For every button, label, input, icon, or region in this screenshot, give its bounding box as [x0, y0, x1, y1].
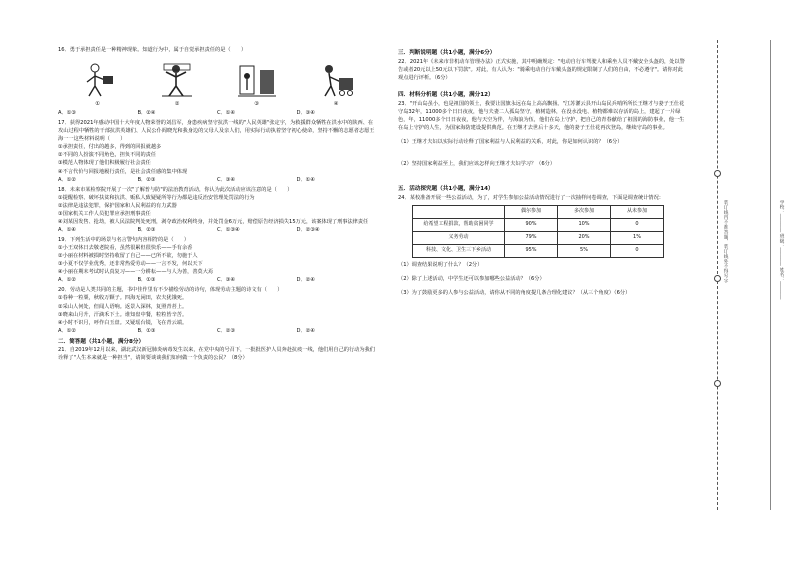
table-header-row [413, 205, 664, 218]
q18-item-4: ④刘某因发售、抢劫，被人民法院判处死刑，剥夺政治权利终身，并处罚金6万元，赔偿原告经济损失15万元，该案体现了刑事法律责任 [58, 218, 369, 225]
q20-options [58, 327, 376, 335]
q18-option-c[interactable]: C．①③④ [217, 226, 240, 233]
q20-item-4: ④小时不识月，呼作白玉盘。又疑瑶台镜，飞在青云端。 [58, 319, 188, 326]
q19-options [58, 276, 376, 284]
section-3-title: 三．判断说明题（共1小题，满分6分） [398, 50, 496, 56]
table-cell: 90% [505, 218, 558, 231]
q16-option-b[interactable]: B．②④ [137, 110, 156, 117]
section-2-title: 二．简答题（共1小题，满分8分） [58, 338, 145, 345]
table-header: 从未参加 [611, 205, 664, 218]
q19-option-b[interactable]: B．①③ [137, 277, 156, 284]
q17-item-2: ②不同的人扮演不同角色，担负不同的责任 [58, 152, 157, 159]
q17-stem: 17．获得2021年感动中国十大年度人物荣誉的刘昌军，身患疾病坚守抗洪一线的"人民英雄"张定宇，为救援群众牺牲在洪水中的陕西、在攻山过程中牺牲的干部抗洪英雄们、人民公仆阎晓光和我身边的父母人及亲人们，用实际行动执着坚守初心使命，坚持不懈的志愿者志愿王海一一这些材料说明（ ） [58, 120, 375, 143]
q19-item-2: ②小丽在材料被损时坚持收留了自己——已所不欲，勿施于人 [58, 253, 198, 260]
q19-item-1: ①小王双休日去敬老院看，虽然很累但很快乐——手有余香 [58, 245, 193, 252]
q18-item-2: ②法律是违法犯罪，保护国家和人民利益的有力武器 [58, 202, 177, 209]
q16-label-3: ③ [254, 101, 260, 107]
q16-label-1: ① [95, 101, 101, 107]
survey-table [412, 205, 664, 258]
table-row [413, 244, 664, 257]
q16-option-d[interactable]: D．③④ [296, 110, 315, 117]
q19-item-3: ③小夏不仅学业优秀，还非常热爱劳动——一言不发，何以天下 [58, 261, 203, 268]
q23-sub-2: （2）坚持国家利益至上，我们应该怎样向王继才夫妇学习？（6分） [398, 160, 556, 167]
section-4-title: 四．材料分析题（共1小题，满分12） [398, 91, 494, 98]
q17-option-d[interactable]: D．①④ [296, 176, 315, 183]
q20-item-2: ②采山人何处，但闻人语响。返景入深林，复照青苔上。 [58, 303, 188, 310]
table-header: 偶尔参加 [505, 205, 558, 218]
q24-text: 24．某校准备开展一些公益活动，为了，对学生参加公益活动情况进行了一次抽样问卷调查，下面是调查统计情况： [398, 194, 664, 201]
q17-item-3: ③模范人物体现了他们积极履行社会责任 [58, 160, 151, 167]
q19-option-d[interactable]: D．②④ [296, 277, 315, 284]
q16-stem: 16．勇于承担责任是一种精神现象。知道行为中，属于自觉承担责任的是（ ） [58, 47, 247, 53]
q16-picture-2 [154, 60, 200, 108]
table-row [413, 218, 664, 231]
q17-item-4: ④不言代价与回报地履行责任，是社会责任感的集中体现 [58, 168, 188, 175]
q16-option-a[interactable]: A．①③ [58, 110, 77, 117]
table-cell: 79% [505, 231, 558, 244]
q17-item-1: ①承担责任，付出的越多，得到的回报就越多 [58, 144, 162, 151]
person-lifting-icon [156, 60, 198, 100]
q24-sub-1: （1）调查结果说明了什么？（2分） [398, 261, 483, 268]
person-carrying-icon [77, 60, 119, 100]
table-header [413, 205, 505, 218]
table-cell: 科技、文化、卫生三下乡活动 [413, 244, 505, 257]
q22-text: 22．2021年《未来市非机动车管理办法》正式实施，其中明确规定："电动自行车驾驶人和乘坐人员不戴安全头盔的，处以警告或者20元以上50元以下罚款"。对此，有人认为："骑乘电动自行车戴头盔的规定限制了人们的自由，不必遵守"。请你对此观点进行评析。（6分） [398, 58, 685, 81]
q19-option-a[interactable]: A．①② [58, 277, 77, 284]
table-cell: 20% [558, 231, 611, 244]
q16-label-2: ② [174, 101, 180, 107]
q18-option-d[interactable]: D．②③④ [296, 226, 320, 233]
q16-picture-3 [234, 60, 280, 108]
q20-stem: 20．劳动是人类共同的主题，书中佳作里有不少描绘劳动的诗句，体现劳动主题的诗文有（ ） [58, 287, 283, 294]
q17-option-a[interactable]: A．①② [58, 176, 77, 183]
table-cell: 1% [611, 231, 664, 244]
table-cell: 0 [611, 218, 664, 231]
q24-sub-3: （3）为了鼓励更多的人参与公益活动，请你从不同的角度提几条合理化建议？（从三个角度）（6分） [398, 289, 631, 296]
q20-option-c[interactable]: C．②③ [217, 327, 236, 334]
table-cell: 义务劳动 [413, 231, 505, 244]
q20-item-3: ③晓来山月升，汗滴禾下土。谁知盘中餐，粒粒皆辛苦。 [58, 311, 188, 318]
bus-stop-icon [236, 60, 278, 100]
table-row [413, 231, 664, 244]
q19-stem: 19．下列生活中的场景与名言警句内容相符的是（ ） [58, 237, 190, 243]
q17-options [58, 176, 376, 184]
binding-hole-icon [714, 275, 721, 282]
table-cell: 0 [611, 244, 664, 257]
section-5-title: 五．活动探究题（共1小题，满分14） [398, 185, 494, 192]
q18-option-b[interactable]: B．②③ [137, 226, 156, 233]
table-header: 多次参加 [558, 205, 611, 218]
q18-item-1: ①提醒检察、破坏扶贫和抗洪、贩私人致疑疑所等行为都是违反治安管理处罚法的行为 [58, 194, 255, 201]
student-info-line: 学校：________ 班级：________ 姓名：________ [779, 200, 785, 300]
q17-option-c[interactable]: C．③④ [217, 176, 236, 183]
q18-options [58, 226, 376, 234]
q20-option-d[interactable]: D．②④ [296, 327, 315, 334]
table-cell: 5% [558, 244, 611, 257]
left-column [58, 46, 376, 363]
q24-sub-2: （2）除了上述活动，中学生还可以参加哪些公益活动？（6分） [398, 275, 545, 282]
q19-item-4: ④小丽在期末考试时认真复习——一分耕耘——与人为善，善莫大焉 [58, 269, 214, 276]
q17-option-b[interactable]: B．②③ [137, 176, 156, 183]
q16-pictures [58, 56, 376, 108]
table-cell: 10% [558, 218, 611, 231]
q19-option-c[interactable]: C．③④ [217, 277, 236, 284]
q18-option-a[interactable]: A．①④ [58, 226, 77, 233]
binding-hole-icon [714, 380, 721, 387]
right-column [398, 46, 688, 297]
q16-options [58, 109, 376, 117]
table-cell: 给希望工程捐款，帮助贫困同学 [413, 218, 505, 231]
q16-option-c[interactable]: C．①④ [217, 110, 236, 117]
q18-stem: 18．未来市某检察院开展了一次"了解普与防"的法治教育活动，你认为此次活动应该注意的是（ ） [58, 186, 293, 193]
binding-notice: 装订线内不准答题，装订线外不得写字 [723, 200, 729, 284]
q23-text: 23．"开山岛虽小，也是祖国的领土，我要让国旗永远在岛上高高飘扬。"江苏灌云县开山岛民兵哨所所长王继才与妻子王仕花守岛32年，11000多个日日夜夜，他与夫妻二人孤岛坚守，植树造林，在没水没电、植物都难以存活的岛上，建起了一片绿色，年，11000多个日日夜夜，他与天空为伴，与海浪为伍，他们在岛上守护，把自己的青春献给了祖国的海防事业，他一生在岛上守护的人生，为国家海防建设提供典范。在王继才去世后十多天，他的妻子王仕花再次登岛，继续守岛的事业。 [398, 100, 685, 131]
q20-option-b[interactable]: B．①③ [137, 327, 156, 334]
person-pushing-cart-icon [315, 60, 357, 100]
q16-picture-1 [75, 60, 121, 108]
q16-label-4: ④ [333, 101, 339, 107]
q20-item-1: ①春种一粒粟，秋收万颗子。四海无闲田，农夫犹饿死。 [58, 295, 188, 302]
q18-item-3: ③国家机关工作人员犯罪应承担刑事责任 [58, 210, 151, 217]
q16-picture-4 [313, 60, 359, 108]
q21-text: 21．自2019年12月以来，湖北武汉新冠肺炎病毒发生以来，在党中央的号召下，一批批医护人员奔赴抗疫一线，他们用自己的行动为我们诠释了"人生本来就是一种担当"，请简要谈谈我们如何做一个负责的公民？（8分） [58, 347, 375, 362]
q23-sub-1: （1）王继才夫妇以实际行动诠释了国家利益与人民利益的关系，对此，你是如何认识的？（6分） [398, 138, 623, 145]
q20-option-a[interactable]: A．①② [58, 327, 77, 334]
binding-hole-icon [714, 170, 721, 177]
binding-border [770, 40, 771, 510]
table-cell: 95% [505, 244, 558, 257]
